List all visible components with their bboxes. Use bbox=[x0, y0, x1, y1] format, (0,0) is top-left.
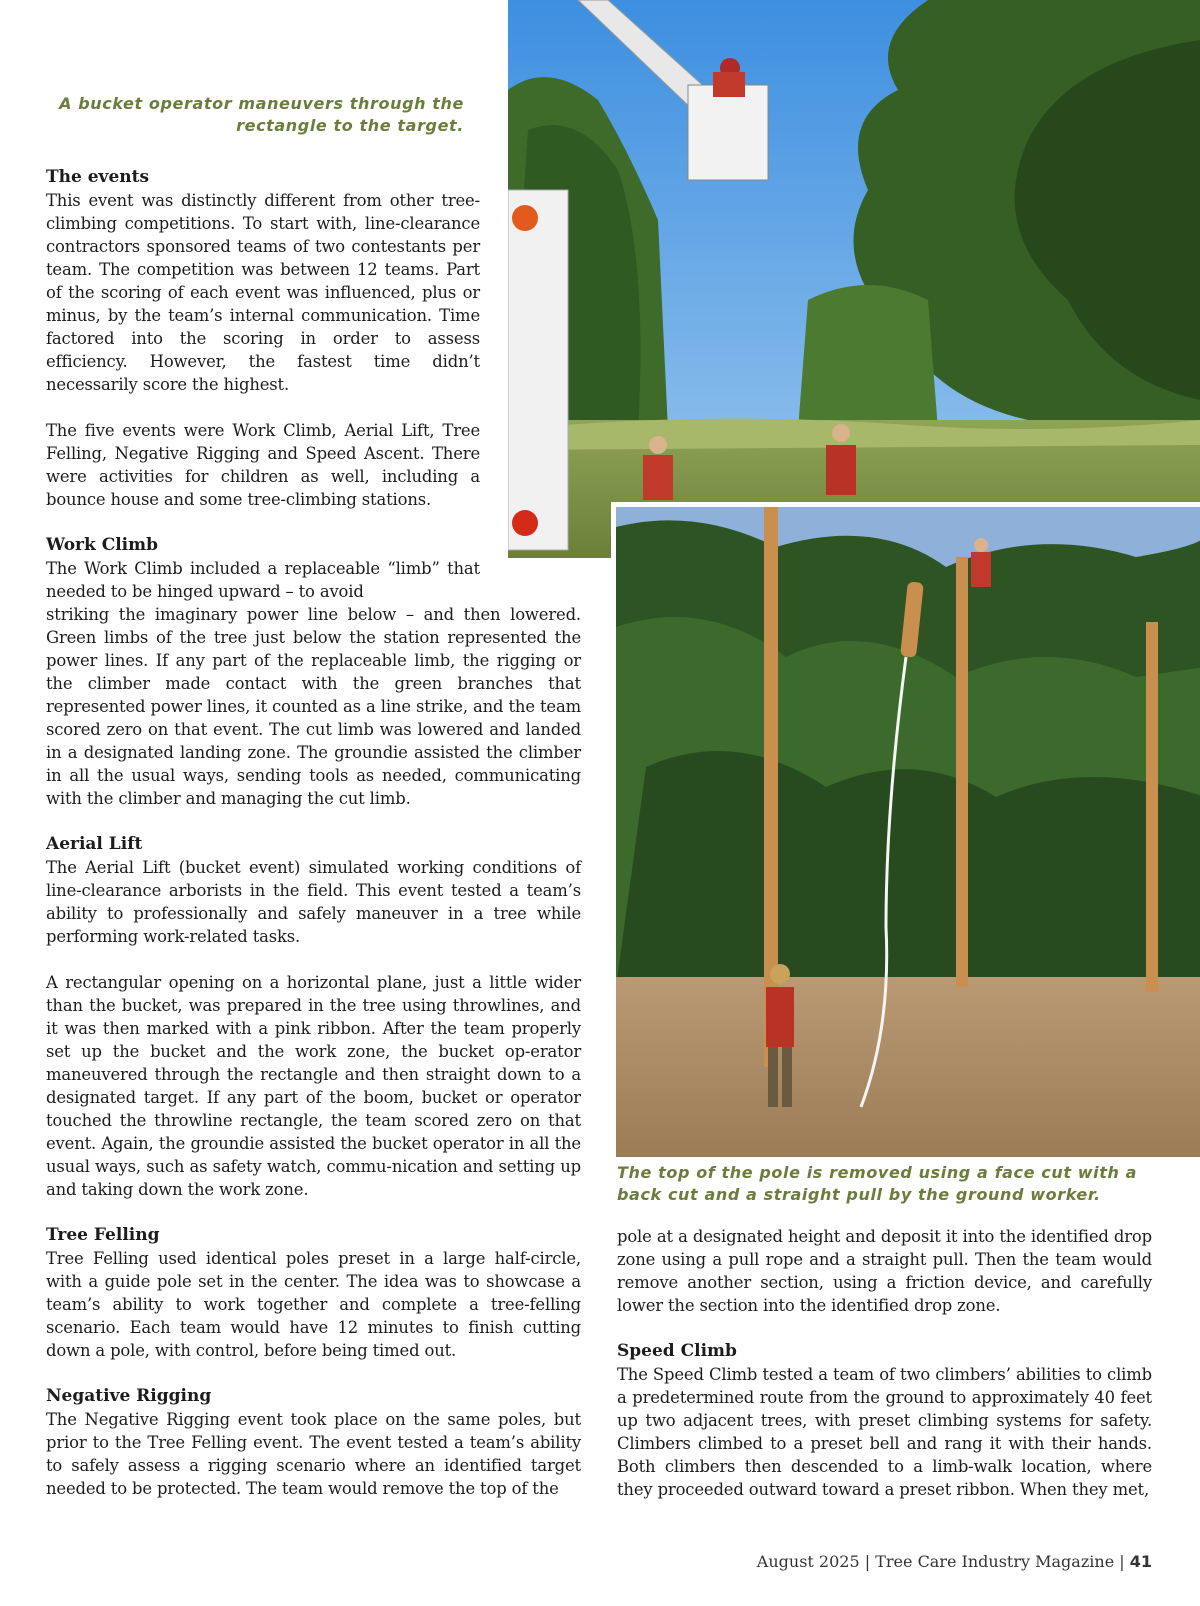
caption-bottom-line-2: back cut and a straight pull by the ground worker. bbox=[617, 1185, 1101, 1204]
footer-page-number: 41 bbox=[1129, 1552, 1152, 1571]
section-the-events bbox=[46, 166, 480, 603]
footer-separator-1: | bbox=[864, 1552, 871, 1571]
heading-aerial-lift: Aerial Lift bbox=[46, 834, 143, 854]
heading-tree-felling: Tree Felling bbox=[46, 1225, 160, 1245]
right-column bbox=[617, 1225, 1152, 1501]
heading-speed-climb: Speed Climb bbox=[617, 1341, 737, 1361]
page-footer bbox=[757, 1552, 1152, 1571]
heading-negative-rigging: Negative Rigging bbox=[46, 1386, 212, 1406]
footer-date: August 2025 bbox=[756, 1552, 860, 1571]
footer-separator-2: | bbox=[1119, 1552, 1125, 1571]
paragraph-work-climb-narrow: The Work Climb included a replaceable “limb” that needed to be hinged upward – to avoid bbox=[46, 559, 480, 601]
heading-the-events: The events bbox=[46, 167, 150, 187]
paragraph-negative-rigging-cont: pole at a designated height and deposit it into the identified drop zone using a pull rope and a straight pull. Then the team would remove another section, using a friction device, and carefully lower the section into the identified drop zone. bbox=[617, 1227, 1152, 1315]
paragraph-negative-rigging: The Negative Rigging event took place on the same poles, but prior to the Tree Felling event. The event tested a team’s ability to safely assess a rigging scenario where an identified target needed to be protected. The team would remove the top of the bbox=[46, 1410, 581, 1498]
caption-top-line-1: A bucket operator maneuvers through the bbox=[59, 94, 464, 113]
photo-caption-top bbox=[44, 93, 464, 137]
paragraph-aerial-lift-1: The Aerial Lift (bucket event) simulated working conditions of line-clearance arborists in the field. This event tested a team’s ability to professionally and safely maneuver in a tree while performing work-related tasks. bbox=[46, 858, 581, 946]
left-column-wide bbox=[46, 603, 581, 1500]
paragraph-events-1: This event was distinctly different from other tree-climbing competitions. To start with, line-clearance contractors sponsored teams of two contestants per team. The competition was between 12 teams. Part of the scoring of each event was influenced, plus or minus, by the team’s internal communication. Time factored into the scoring in order to assess efficiency. However, the fastest time didn’t necessarily score the highest. bbox=[46, 191, 480, 394]
photo-caption-bottom bbox=[617, 1162, 1177, 1206]
paragraph-events-2: The five events were Work Climb, Aerial Lift, Tree Felling, Negative Rigging and Speed Ascent. There were activities for children as well, including a bounce house and some tree-climbing stations. bbox=[46, 421, 480, 509]
heading-work-climb: Work Climb bbox=[46, 535, 159, 555]
photo-bucket-operator bbox=[508, 0, 1200, 558]
paragraph-speed-climb: The Speed Climb tested a team of two climbers’ abilities to climb a predetermined route from the ground to approximately 40 feet up two adjacent trees, with preset climbing systems for safety. Climbers climbed to a preset bell and rang it with their hands. Both climbers then descended to a limb-walk location, where they proceeded outward toward a preset ribbon. When they met, bbox=[617, 1365, 1152, 1499]
photo-pole-rigging bbox=[611, 502, 1200, 1157]
caption-top-line-2: rectangle to the target. bbox=[236, 116, 464, 135]
paragraph-tree-felling: Tree Felling used identical poles preset in a large half-circle, with a guide pole set in the center. The idea was to showcase a team’s ability to work together and complete a tree-felling scenario. Each team would have 12 minutes to finish cutting down a pole, with control, before being timed out. bbox=[46, 1249, 581, 1360]
paragraph-work-climb-wide: striking the imaginary power line below – and then lowered. Green limbs of the tree just below the station represented the power lines. If any part of the replaceable limb, the rigging or the climber made contact with the green branches that represented power lines, it counted as a line strike, and the team scored zero on that event. The cut limb was lowered and landed in a designated landing zone. The groundie assisted the climber in all the usual ways, sending tools as needed, communicating with the climber and managing the cut limb. bbox=[46, 605, 581, 808]
paragraph-aerial-lift-2: A rectangular opening on a horizontal plane, just a little wider than the bucket, was prepared in the tree using throwlines, and it was then marked with a pink ribbon. After the team properly set up the bucket and the work zone, the bucket op-erator maneuvered through the rectangle and then straight down to a designated target. If any part of the boom, bucket or operator touched the throwline rectangle, the team scored zero on that event. Again, the groundie assisted the bucket operator in all the usual ways, such as safety watch, commu-nication and setting up and taking down the work zone. bbox=[46, 973, 581, 1199]
footer-magazine-name: Tree Care Industry Magazine bbox=[875, 1552, 1115, 1571]
caption-bottom-line-1: The top of the pole is removed using a face cut with a bbox=[617, 1163, 1138, 1182]
